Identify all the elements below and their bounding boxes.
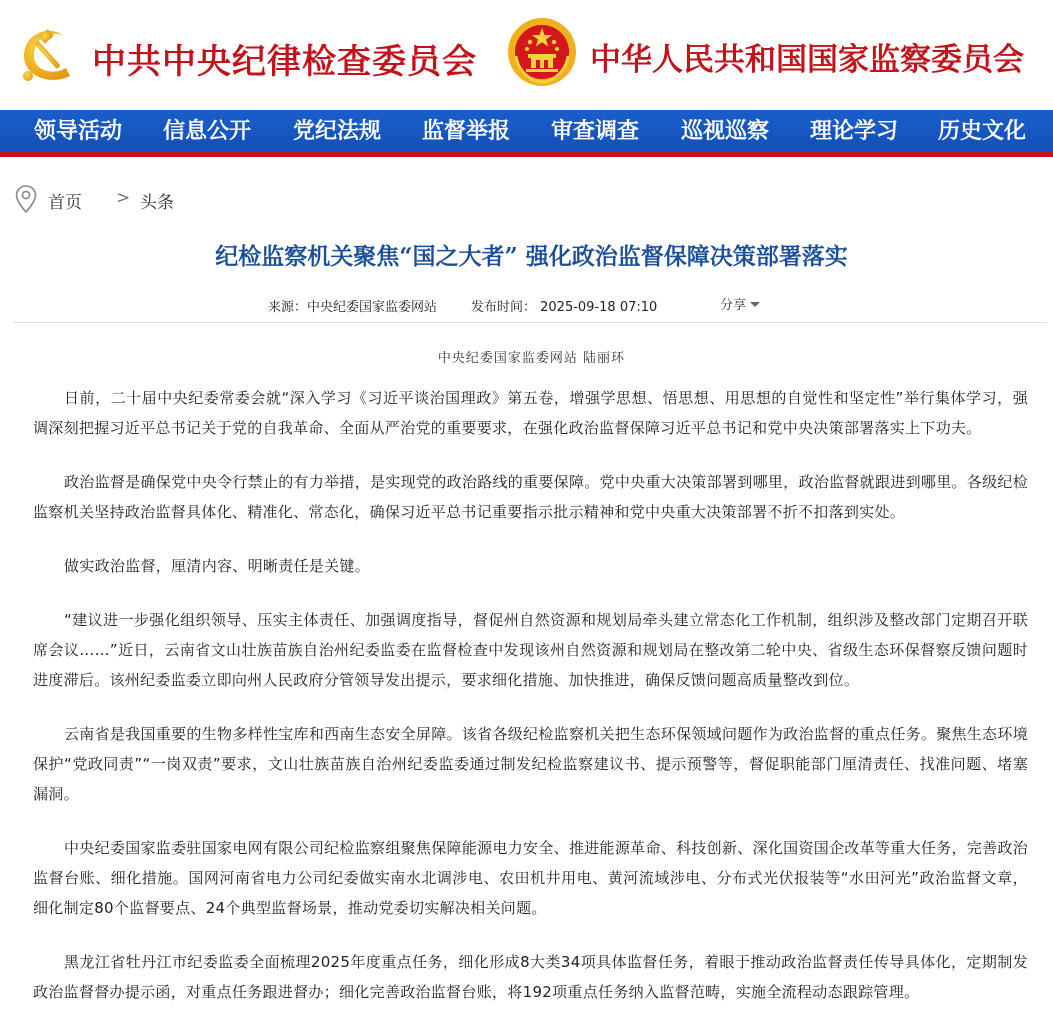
article-paragraph: 日前，二十届中央纪委常委会就“深入学习《习近平谈治国理政》第五卷，增强学思想、悟思想、用思想的自觉性和坚定性”举行集体学习，强调深刻把握习近平总书记关于党的自我革命、全面从严治党的重要要求，在强化政治监督保障习近平总书记和党中央决策部署落实上下功夫。: [33, 389, 1028, 437]
nav-item-leadership[interactable]: 领导活动: [34, 118, 123, 144]
nav-item-investigation[interactable]: 审查调查: [551, 118, 640, 144]
national-supervisory-commission-title: 中华人民共和国国家监察委员会: [590, 42, 1024, 78]
nav-item-report[interactable]: 监督举报: [422, 118, 511, 144]
cpc-discipline-commission-title: 中共中央纪律检查委员会: [92, 42, 477, 82]
nav-item-history[interactable]: 历史文化: [938, 118, 1027, 144]
article-paragraph: 云南省是我国重要的生物多样性宝库和西南生态安全屏障。该省各级纪检监察机关把生态环保领域问题作为政治监督的重点任务。聚焦生态环境保护“党政同责”“一岗双责”要求，文山壮族苗族自治州纪委监委通过制发纪检监察建议书、提示预警等，督促职能部门厘清责任、找准问题、堵塞漏洞。: [33, 725, 1028, 803]
article-body: [33, 383, 1028, 1031]
main-nav: [0, 110, 1053, 157]
breadcrumb-home-link[interactable]: 首页: [48, 193, 82, 213]
share-label: 分享: [720, 298, 747, 313]
article-paragraph: 做实政治监督，厘清内容、明晰责任是关键。: [64, 557, 371, 575]
nav-item-regulations[interactable]: 党纪法规: [293, 118, 382, 144]
party-emblem-icon: [14, 18, 80, 84]
share-button[interactable]: [720, 294, 760, 313]
article-byline: 中央纪委国家监委网站 陆丽环: [437, 351, 626, 366]
nav-item-theory[interactable]: 理论学习: [810, 118, 899, 144]
article-paragraph: “建议进一步强化组织领导、压实主体责任、加强调度指导，督促州自然资源和规划局牵头建立常态化工作机制，组织涉及整改部门定期召开联席会议……”近日，云南省文山壮族苗族自治州纪委监委在监督检查中发现该州自然资源和规划局在整改第二轮中央、省级生态环保督察反馈问题时进度滞后。该州纪委监委立即向州人民政府分管领导发出提示，要求细化措施、加快推进，确保反馈问题高质量整改到位。: [33, 611, 1028, 689]
article-publish-time: 发布时间： 2025-09-18 07:10: [471, 300, 658, 315]
chevron-down-icon: [750, 302, 760, 307]
nav-item-inspection[interactable]: 巡视巡察: [681, 118, 770, 144]
article-paragraph: 黑龙江省牡丹江市纪委监委全面梳理2025年度重点任务，细化形成8大类34项具体监督任务，着眼于推动政治监督责任传导具体化，定期制发政治监督督办提示函，对重点任务跟进督办；细化完善政治监督台账，将192项重点任务纳入监督范畴，实施全流程动态跟踪管理。: [33, 953, 1028, 1001]
article-title: 纪检监察机关聚焦“国之大者” 强化政治监督保障决策部署落实: [215, 243, 848, 270]
breadcrumb-current[interactable]: 头条: [140, 193, 174, 213]
nav-item-information[interactable]: 信息公开: [163, 118, 252, 144]
title-divider: [14, 322, 1047, 323]
breadcrumb-separator: >: [116, 188, 131, 208]
site-header: [0, 0, 1053, 110]
article-paragraph: 中央纪委国家监委驻国家电网有限公司纪检监察组聚焦保障能源电力安全、推进能源革命、科技创新、深化国资国企改革等重大任务，完善政治监督台账、细化措施。国网河南省电力公司纪委做实南水北调涉电、农田机井用电、黄河流域涉电、分布式光伏报装等“水田河光”政治监督文章，细化制定80个监督要点、24个典型监督场景，推动党委切实解决相关问题。: [33, 839, 1028, 917]
article-source: 来源：中央纪委国家监委网站: [268, 300, 438, 315]
article-paragraph: 政治监督是确保党中央令行禁止的有力举措，是实现党的政治路线的重要保障。党中央重大决策部署到哪里，政治监督就跟进到哪里。各级纪检监察机关坚持政治监督具体化、精准化、常态化，确保习近平总书记重要指示批示精神和党中央重大决策部署不折不扣落到实处。: [33, 473, 1028, 521]
location-pin-icon: [14, 184, 38, 214]
national-emblem-icon: [506, 16, 578, 88]
